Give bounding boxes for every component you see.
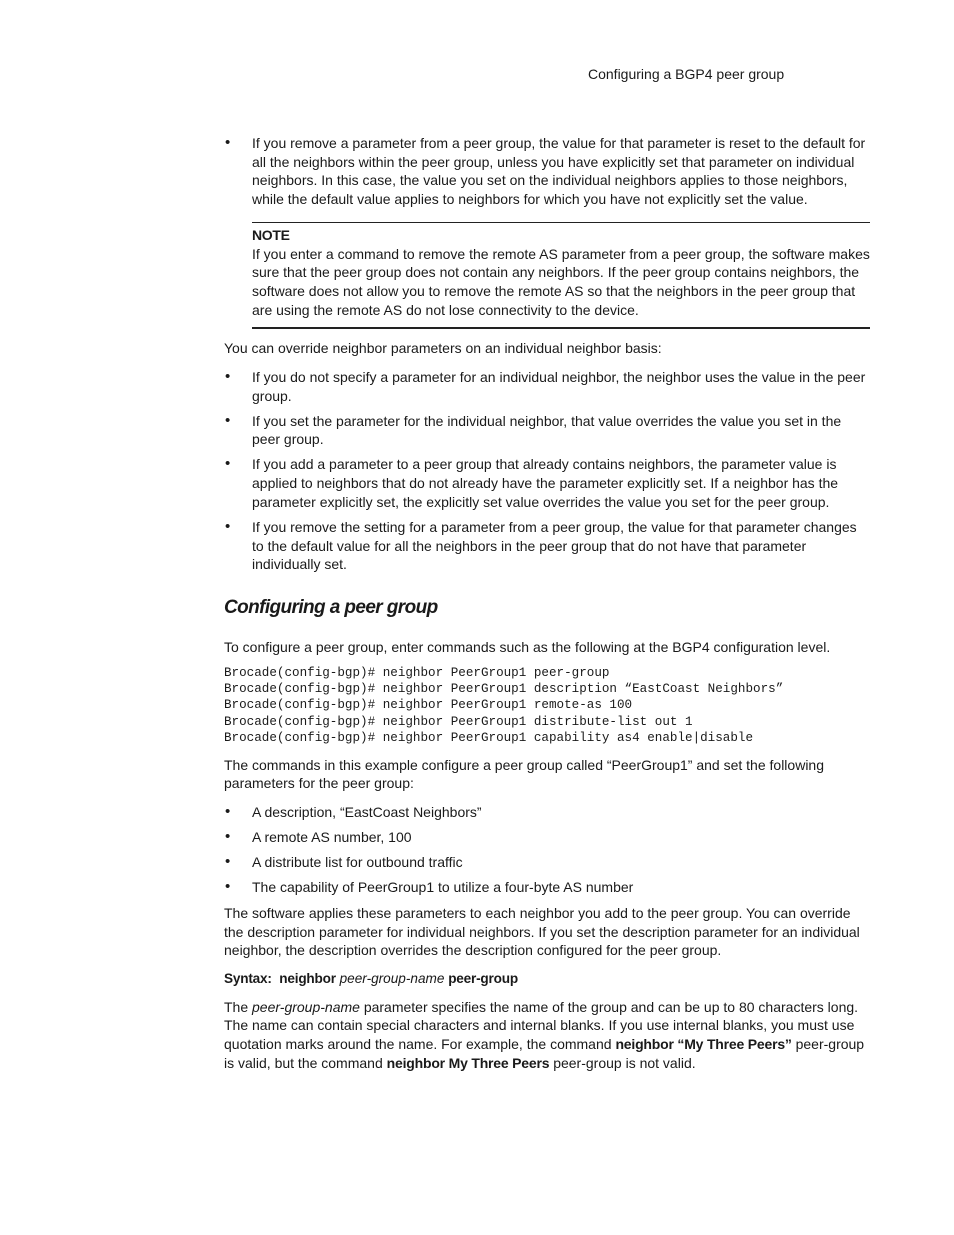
running-header: Configuring a BGP4 peer group (588, 66, 785, 82)
text-run: peer-group is valid, but the command (224, 1036, 865, 1071)
syntax-label: Syntax: (224, 970, 272, 986)
note-box (252, 222, 870, 330)
note-text: If you enter a command to remove the remote AS parameter from a peer group, the software makes sure that the peer group does not contain any neighbors. If the peer group contains neighbors, the software does not allow you to remove the remote AS so that the neighbors in the peer group that are using the remote AS do not lose connectivity to the device. (252, 245, 870, 318)
section-intro: To configure a peer group, enter commands such as the following at the BGP4 configuration level. (224, 638, 831, 655)
list-item: • If you set the parameter for the individual neighbor, that value overrides the value you set in the peer group. (224, 412, 870, 449)
list-item: • If you remove the setting for a parameter from a peer group, the value for that parameter changes to the default value for all the neighbors in the peer group that do not have that parameter individually set. (224, 518, 870, 574)
code-block (224, 665, 870, 747)
syntax-argument: peer-group-name (339, 970, 445, 986)
command-run: neighbor “My Three Peers” (615, 1036, 792, 1053)
list-item: • A description, “EastCoast Neighbors” (224, 803, 870, 822)
list-item: • If you add a parameter to a peer group that already contains neighbors, the parameter value is applied to neighbors that do not already have the parameter explicitly set. If a neighbor has the parameter explicitly set, the explicitly set value overrides the value you set for the peer group. (224, 455, 870, 511)
list-item: • If you do not specify a parameter for an individual neighbor, the neighbor uses the value in the peer group. (224, 368, 870, 405)
text-run: parameter specifies the name of the group and can be up to 80 characters long. The name can contain special characters and internal blanks. If you use internal blanks, you must use quotation marks around the name. For example, the command (224, 998, 859, 1053)
syntax-keyword: peer-group (448, 970, 518, 986)
parameter-bullet-list (224, 803, 870, 897)
code-line: Brocade(config-bgp)# neighbor PeerGroup1 distribute-list out 1 (224, 714, 693, 729)
code-line: Brocade(config-bgp)# neighbor PeerGroup1 description “EastCoast Neighbors” (224, 682, 784, 697)
list-item: • If you remove a parameter from a peer group, the value for that parameter is reset to the default for all the neighbors within the peer group, unless you have explicitly set that parameter on individual neighbors. In this case, the value you set on the individual neighbors applies to those neighbors, while the default value applies to neighbors for which you have not explicitly set the value. (224, 134, 870, 209)
list-item: • A distribute list for outbound traffic (224, 853, 870, 872)
section-heading: Configuring a peer group (224, 596, 438, 618)
text-run: peer-group is not valid. (549, 1054, 696, 1071)
intro-bullet-list (224, 134, 870, 209)
parameter-description (224, 998, 870, 1073)
override-bullet-list (224, 368, 870, 574)
override-intro: You can override neighbor parameters on an individual neighbor basis: (224, 340, 662, 357)
page-content (224, 134, 870, 1072)
applies-paragraph: The software applies these parameters to each neighbor you add to the peer group. You can override the description parameter for individual neighbors. If you set the description parameter for an individual neighbor, the description overrides the description configured for the peer group. (224, 904, 860, 959)
code-line: Brocade(config-bgp)# neighbor PeerGroup1 capability as4 enable|disable (224, 731, 754, 746)
list-item: • The capability of PeerGroup1 to utilize a four-byte AS number (224, 878, 870, 897)
text-run: The (224, 998, 253, 1015)
command-run: neighbor My Three Peers (386, 1054, 550, 1071)
code-line: Brocade(config-bgp)# neighbor PeerGroup1 peer-group (224, 665, 610, 680)
list-item: • A remote AS number, 100 (224, 828, 870, 847)
note-label: NOTE (252, 226, 290, 243)
syntax-command: neighbor (279, 970, 336, 986)
syntax-line (224, 970, 870, 989)
code-line: Brocade(config-bgp)# neighbor PeerGroup1 remote-as 100 (224, 698, 633, 713)
argument-run: peer-group-name (252, 998, 360, 1015)
example-explanation: The commands in this example configure a peer group called “PeerGroup1” and set the following parameters for the peer group: (224, 756, 824, 792)
